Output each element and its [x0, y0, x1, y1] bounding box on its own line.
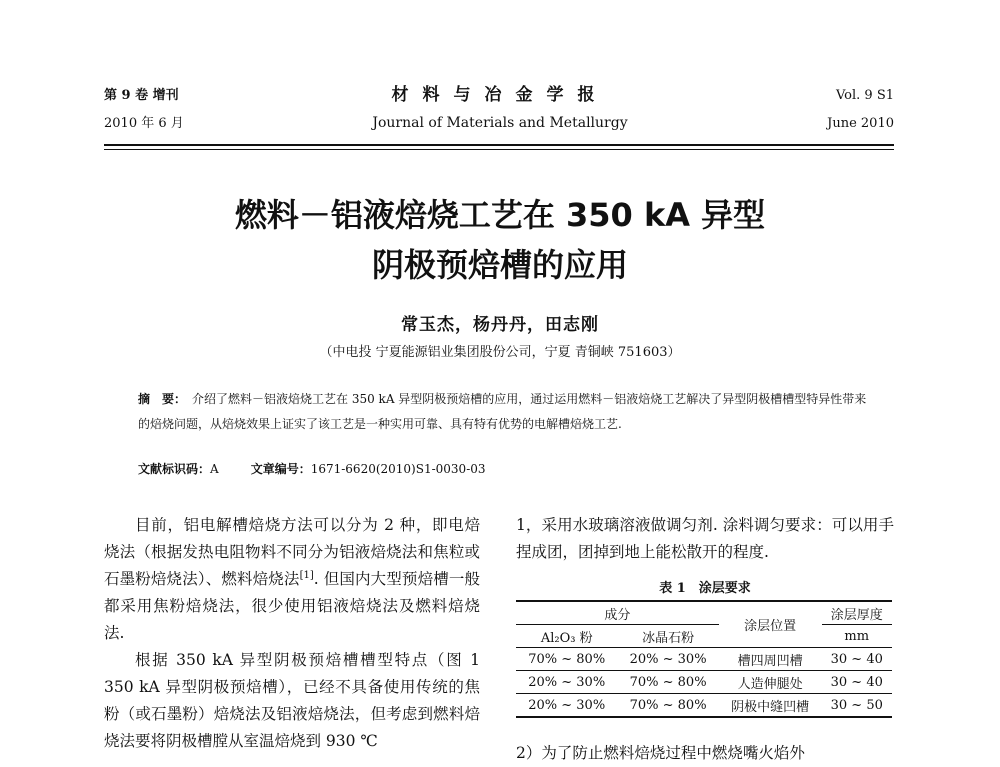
header-date: 2010 年 6 月	[104, 116, 184, 131]
header-rule-thick	[104, 144, 894, 146]
table-group-header: 成分	[516, 601, 719, 625]
article-number-label: 文章编号：	[250, 462, 311, 476]
table-cell: 20% ~ 30%	[516, 694, 617, 718]
body-left-column	[104, 512, 480, 755]
journal-title-en: Journal of Materials and Metallurgy	[372, 115, 628, 131]
table-caption: 表 1 涂层要求	[659, 581, 751, 596]
abstract	[138, 387, 868, 437]
table-cell: 70% ~ 80%	[516, 648, 617, 671]
table-cell: 30 ~ 40	[822, 648, 893, 671]
table-cell: 人造伸腿处	[719, 671, 822, 694]
table-header-row	[516, 601, 892, 625]
journal-title-cn: 材料与冶金学报	[391, 85, 609, 105]
body-paragraph-2: 根据 350 kA 异型阴极预焙槽槽型特点（图 1 350 kA 异型阴极预焙槽），已经不具备使用传统的焦粉（或石墨粉）焙烧法及铝液焙烧法，但考虑到燃料焙烧法要将阴极槽膛从室温焙烧到 930 ℃	[104, 651, 480, 750]
body-paragraph-1	[104, 512, 480, 647]
abstract-label: 摘 要：	[138, 392, 187, 406]
paper-title	[150, 190, 850, 290]
table-cell: 70% ~ 80%	[617, 671, 718, 694]
table-cell: 70% ~ 80%	[617, 694, 718, 718]
article-number-value: 1671-6620(2010)S1-0030-03	[310, 462, 486, 476]
coating-requirements-table	[516, 600, 892, 718]
doc-code-value: A	[210, 462, 219, 476]
table-header-thickness: 涂层厚度	[822, 601, 893, 625]
citation-ref: [1]	[299, 569, 314, 581]
body-right-column	[516, 512, 894, 566]
body-paragraph-1-text: 目前，铝电解槽焙烧方法可以分为 2 种，即电焙烧法（根据发热电阻物料不同分为铝液焙烧法和焦粒或石墨粉焙烧法）、燃料焙烧法	[104, 516, 480, 588]
table-row	[516, 694, 892, 718]
table-subheader-row	[516, 625, 892, 648]
table-cell: 阴极中缝凹槽	[719, 694, 822, 718]
table-cell: 30 ~ 50	[822, 694, 893, 718]
header-date-en: June 2010	[827, 116, 894, 131]
header-volume: 第 9 卷 增刊	[104, 88, 179, 103]
table-cell: 槽四周凹槽	[719, 648, 822, 671]
header-rule-thin	[104, 149, 894, 150]
doc-code-label: 文献标识码：	[138, 462, 211, 476]
table-header-unit: mm	[822, 625, 893, 648]
table-header-position: 涂层位置	[719, 601, 822, 648]
header-volume-en: Vol. 9 S1	[835, 88, 894, 103]
affiliation: （中电投 宁夏能源铝业集团股份公司，宁夏 青铜峡 751603）	[319, 345, 681, 360]
authors: 常玉杰，杨丹丹，田志刚	[401, 315, 599, 335]
table-header-alumina: Al₂O₃ 粉	[516, 625, 617, 648]
article-meta	[138, 460, 486, 477]
body-paragraph-right-2: 2）为了防止燃料焙烧过程中燃烧嘴火焰外	[516, 744, 805, 762]
table-cell: 20% ~ 30%	[516, 671, 617, 694]
paper-title-line2: 阴极预焙槽的应用	[371, 246, 628, 284]
table-row	[516, 648, 892, 671]
table-header-cryolite: 冰晶石粉	[617, 625, 718, 648]
abstract-text: 介绍了燃料－铝液焙烧工艺在 350 kA 异型阴极预焙槽的应用，通过运用燃料－铝液焙烧工艺解决了异型阴极槽槽型特异性带来的焙烧问题，从焙烧效果上证实了该工艺是一种实用可靠、具有特有优势的电解槽焙烧工艺.	[138, 392, 867, 431]
table-row	[516, 671, 892, 694]
body-paragraph-right-1: 1，采用水玻璃溶液做调匀剂. 涂料调匀要求：可以用手捏成团，团掉到地上能松散开的程度.	[516, 516, 894, 561]
paper-title-line1: 燃料－铝液焙烧工艺在 350 kA 异型	[234, 196, 766, 234]
body-paragraph-1-text-cont: . 但国内大型预焙槽一般都采用焦粉焙烧法，很少使用铝液焙烧法及燃料焙烧法.	[104, 570, 480, 642]
table-cell: 20% ~ 30%	[617, 648, 718, 671]
table-cell: 30 ~ 40	[822, 671, 893, 694]
